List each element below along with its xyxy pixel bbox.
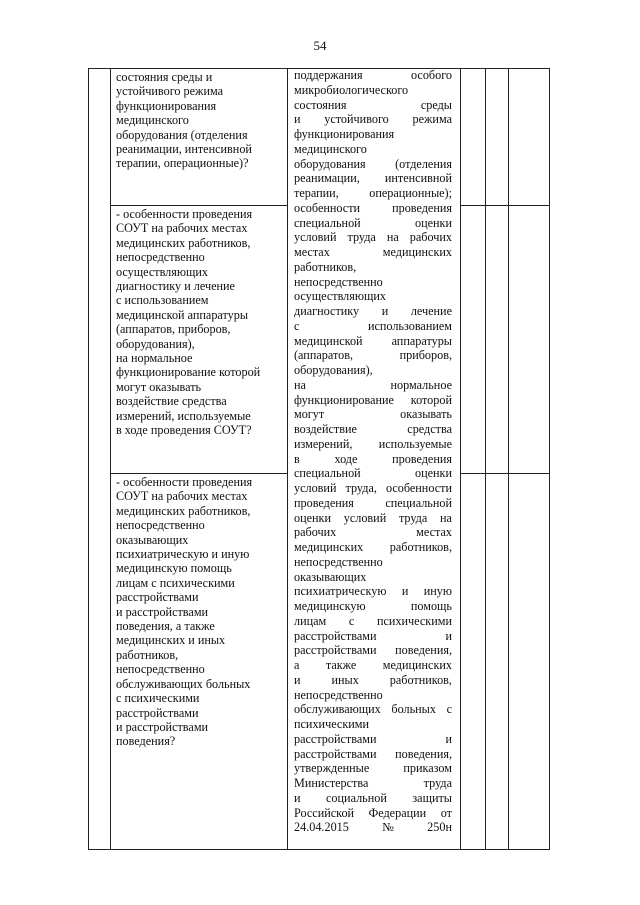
question-line: состояния среды и (116, 70, 213, 84)
answer-word: используемые (378, 436, 452, 451)
answer-word: условий (294, 230, 337, 245)
question-line: медицинских работников, (116, 235, 251, 250)
answer-line (294, 806, 452, 821)
answer-word: измерений, (294, 436, 353, 451)
answer-word: средства (407, 422, 452, 436)
answer-line (294, 525, 452, 540)
answer-word: поведения, (395, 643, 452, 658)
question-line: устойчивого режима (116, 84, 224, 99)
answer-word: работников, (389, 672, 452, 687)
answer-word: и (294, 112, 301, 127)
question-line: обслуживающих больных (116, 676, 251, 691)
question-line: СОУТ на рабочих местах (116, 221, 248, 236)
answer-line: микробиологического (294, 82, 409, 97)
answer-word: приборов, (399, 348, 452, 363)
answer-line: работников, (294, 259, 357, 274)
question-line: оборудования (отделения (116, 127, 248, 142)
answer-line (294, 614, 452, 629)
answer-word: социальной (326, 790, 387, 805)
answer-word: которой (410, 392, 452, 407)
question-line: осуществляющих (116, 264, 208, 279)
answer-word: ходе (334, 451, 358, 466)
answer-line (294, 201, 452, 216)
answer-line: психическими (294, 717, 369, 731)
answer-word: Министерства (294, 776, 369, 790)
question-line: расстройствами (116, 705, 199, 720)
answer-word: проведения (294, 495, 354, 510)
answer-line (294, 540, 452, 555)
answer-line (294, 496, 452, 511)
question-line: функционирование которой (116, 365, 261, 380)
answer-word: специальной (294, 215, 361, 230)
answer-line (294, 673, 452, 688)
answer-word: с (294, 318, 300, 333)
answer-word: от (440, 805, 452, 820)
question-line: психиатрическую и иную (116, 547, 250, 562)
answer-word: могут (294, 407, 325, 422)
question-line: могут оказывать (116, 379, 202, 394)
answer-line: непосредственно (294, 274, 383, 289)
answer-word: интенсивной (384, 171, 452, 186)
answer-word: среды (420, 97, 452, 112)
question-line: медицинскую помощь (116, 561, 232, 576)
answer-word: медицинских (294, 540, 364, 554)
question-line: реанимации, интенсивной (116, 142, 252, 157)
answer-cell (294, 68, 452, 835)
answer-line (294, 157, 452, 172)
question-line: - особенности проведения (116, 207, 253, 221)
answer-line (294, 702, 452, 717)
answer-word: медицинских (382, 245, 452, 259)
answer-word: проведения (392, 200, 452, 215)
question-line: медицинских работников, (116, 503, 251, 518)
answer-line (294, 407, 452, 422)
answer-line (294, 112, 452, 127)
answer-word: местах (294, 245, 330, 259)
answer-word: воздействие (294, 422, 357, 436)
answer-word: в (294, 451, 300, 466)
answer-word: особенности (294, 200, 361, 215)
answer-word: работников, (389, 540, 452, 554)
answer-line (294, 348, 452, 363)
answer-word: а (294, 658, 300, 672)
answer-word: особенности (385, 481, 452, 495)
page-number: 54 (313, 38, 327, 53)
answer-word: проведения (392, 451, 452, 466)
answer-line (294, 216, 452, 231)
answer-word: защиты (412, 790, 452, 805)
answer-line (294, 791, 452, 806)
answer-word: обслуживающих (294, 702, 381, 717)
answer-word: помощь (410, 599, 452, 613)
answer-word: устойчивого (324, 112, 389, 127)
answer-line (294, 68, 452, 83)
question-line: непосредственно (116, 662, 205, 677)
answer-word: (отделения (395, 156, 452, 171)
answer-word: оказывать (400, 407, 452, 422)
question-cell-2 (116, 207, 271, 438)
answer-line (294, 437, 452, 452)
answer-line (294, 761, 452, 776)
question-line: поведения, а также (116, 619, 215, 634)
question-line: работников, (116, 647, 179, 662)
answer-word: труда (347, 230, 376, 245)
answer-word: и (294, 672, 301, 687)
answer-word: лечение (410, 304, 452, 318)
answer-word: медицинской (294, 333, 363, 348)
answer-word: на (440, 510, 452, 525)
question-line: СОУТ на рабочих местах (116, 489, 248, 504)
answer-line (294, 643, 452, 658)
answer-line (294, 584, 452, 599)
question-line: с психическими (116, 691, 200, 706)
answer-word: психиатрическую (294, 584, 387, 599)
question-line: непосредственно (116, 518, 205, 533)
answer-line: медицинского (294, 141, 367, 156)
question-cell-3 (116, 475, 271, 749)
answer-line (294, 422, 452, 437)
answer-line (294, 599, 452, 614)
answer-word: и (381, 304, 389, 318)
answer-word: иную (423, 584, 452, 599)
answer-word: рабочих (409, 230, 452, 245)
answer-word: функционирование (294, 392, 394, 407)
answer-line: функционирования (294, 127, 395, 141)
answer-word: оценки (294, 510, 331, 525)
answer-word: терапии, (294, 186, 339, 200)
answer-line (294, 98, 452, 113)
answer-line (294, 658, 452, 673)
answer-line: непосредственно (294, 554, 383, 569)
answer-word: условий (343, 510, 387, 525)
answer-line (294, 466, 452, 481)
answer-line (294, 378, 452, 393)
answer-word: и (445, 628, 452, 643)
answer-line (294, 171, 452, 186)
question-line: медицинских и иных (116, 633, 226, 648)
answer-word: расстройствами (294, 746, 377, 761)
answer-word: и (294, 790, 301, 805)
answer-word: поведения, (395, 746, 452, 761)
answer-word: труда (398, 510, 428, 525)
answer-line (294, 776, 452, 791)
answer-line (294, 481, 452, 496)
question-line: диагностику и лечение (116, 279, 235, 294)
answer-line: оборудования), (294, 363, 373, 377)
answer-line (294, 511, 452, 526)
answer-word: иных (331, 672, 359, 687)
question-line: терапии, операционные)? (116, 156, 249, 171)
question-line: воздействие средства (116, 394, 227, 409)
answer-word: поддержания (294, 68, 363, 82)
answer-word: больных (391, 702, 436, 717)
question-line: измерений, используемые (116, 408, 251, 423)
answer-word: специальной (385, 495, 452, 510)
answer-word: Российской (294, 805, 355, 820)
answer-word: особого (411, 68, 452, 82)
answer-line: непосредственно (294, 687, 383, 702)
answer-word: рабочих (294, 525, 337, 540)
answer-word: состояния (294, 97, 347, 112)
answer-word: медицинских (382, 658, 452, 672)
answer-line (294, 334, 452, 349)
answer-line (294, 304, 452, 319)
answer-line (294, 747, 452, 762)
answer-word: и (401, 584, 409, 599)
question-line: оборудования), (116, 336, 195, 351)
answer-word: с (446, 702, 452, 717)
question-line: поведения? (116, 734, 176, 749)
answer-line: оказывающих (294, 569, 367, 584)
answer-word: операционные); (369, 186, 452, 200)
answer-word: специальной (294, 466, 361, 481)
question-line: расстройствами (116, 590, 199, 605)
document-table (88, 68, 550, 850)
answer-line (294, 186, 452, 201)
answer-line: осуществляющих (294, 289, 386, 304)
answer-word: и (445, 731, 452, 746)
answer-word: утвержденные (294, 761, 370, 776)
question-line: в ходе проведения СОУТ? (116, 423, 252, 438)
question-line: непосредственно (116, 250, 205, 265)
answer-word: использованием (367, 318, 452, 333)
answer-word: психическими (376, 613, 452, 628)
question-line: оказывающих (116, 532, 189, 547)
answer-word: условий (294, 481, 337, 495)
answer-line (294, 319, 452, 334)
answer-line (294, 245, 452, 260)
answer-word: оценки (415, 466, 452, 481)
question-line: и расстройствами (116, 719, 209, 734)
answer-word: нормальное (390, 377, 452, 392)
question-line: - особенности проведения (116, 475, 253, 489)
answer-word: (аппаратов, (294, 348, 354, 363)
answer-word: Федерации (368, 805, 427, 820)
question-line: и расстройствами (116, 604, 209, 619)
answer-word: расстройствами (294, 643, 377, 658)
answer-line (294, 629, 452, 644)
answer-word: аппаратуры (391, 333, 452, 348)
answer-line (294, 452, 452, 467)
question-line: с использованием (116, 293, 209, 308)
answer-line (294, 820, 452, 835)
question-line: на нормальное (116, 351, 193, 366)
answer-word: диагностику (294, 304, 360, 318)
question-line: медицинской аппаратуры (116, 307, 249, 322)
question-line: (аппаратов, приборов, (116, 322, 231, 337)
answer-word: оборудования (294, 156, 366, 171)
answer-line (294, 393, 452, 408)
answer-word: № (382, 820, 394, 835)
answer-word: приказом (403, 761, 452, 776)
question-cell-1 (116, 70, 271, 171)
answer-word: на (294, 377, 306, 392)
answer-word: расстройствами (294, 731, 377, 746)
answer-word: оценки (415, 215, 452, 230)
answer-word: труда, (345, 481, 377, 495)
answer-word: труда (423, 776, 452, 790)
answer-word: 250н (427, 820, 452, 835)
answer-word: с (348, 613, 355, 628)
answer-word: медицинскую (294, 599, 366, 613)
question-line: функционирования (116, 98, 217, 113)
answer-word: реанимации, (294, 171, 360, 186)
answer-word: 24.04.2015 (294, 820, 349, 835)
question-line: лицам с психическими (116, 575, 235, 590)
answer-word: лицам (294, 613, 327, 628)
answer-word: на (386, 230, 399, 245)
question-line: медицинского (116, 113, 189, 128)
answer-word: режима (412, 112, 452, 127)
answer-line (294, 732, 452, 747)
answer-word: также (325, 658, 357, 672)
answer-word: местах (416, 525, 452, 540)
answer-line (294, 230, 452, 245)
answer-word: расстройствами (294, 628, 377, 643)
